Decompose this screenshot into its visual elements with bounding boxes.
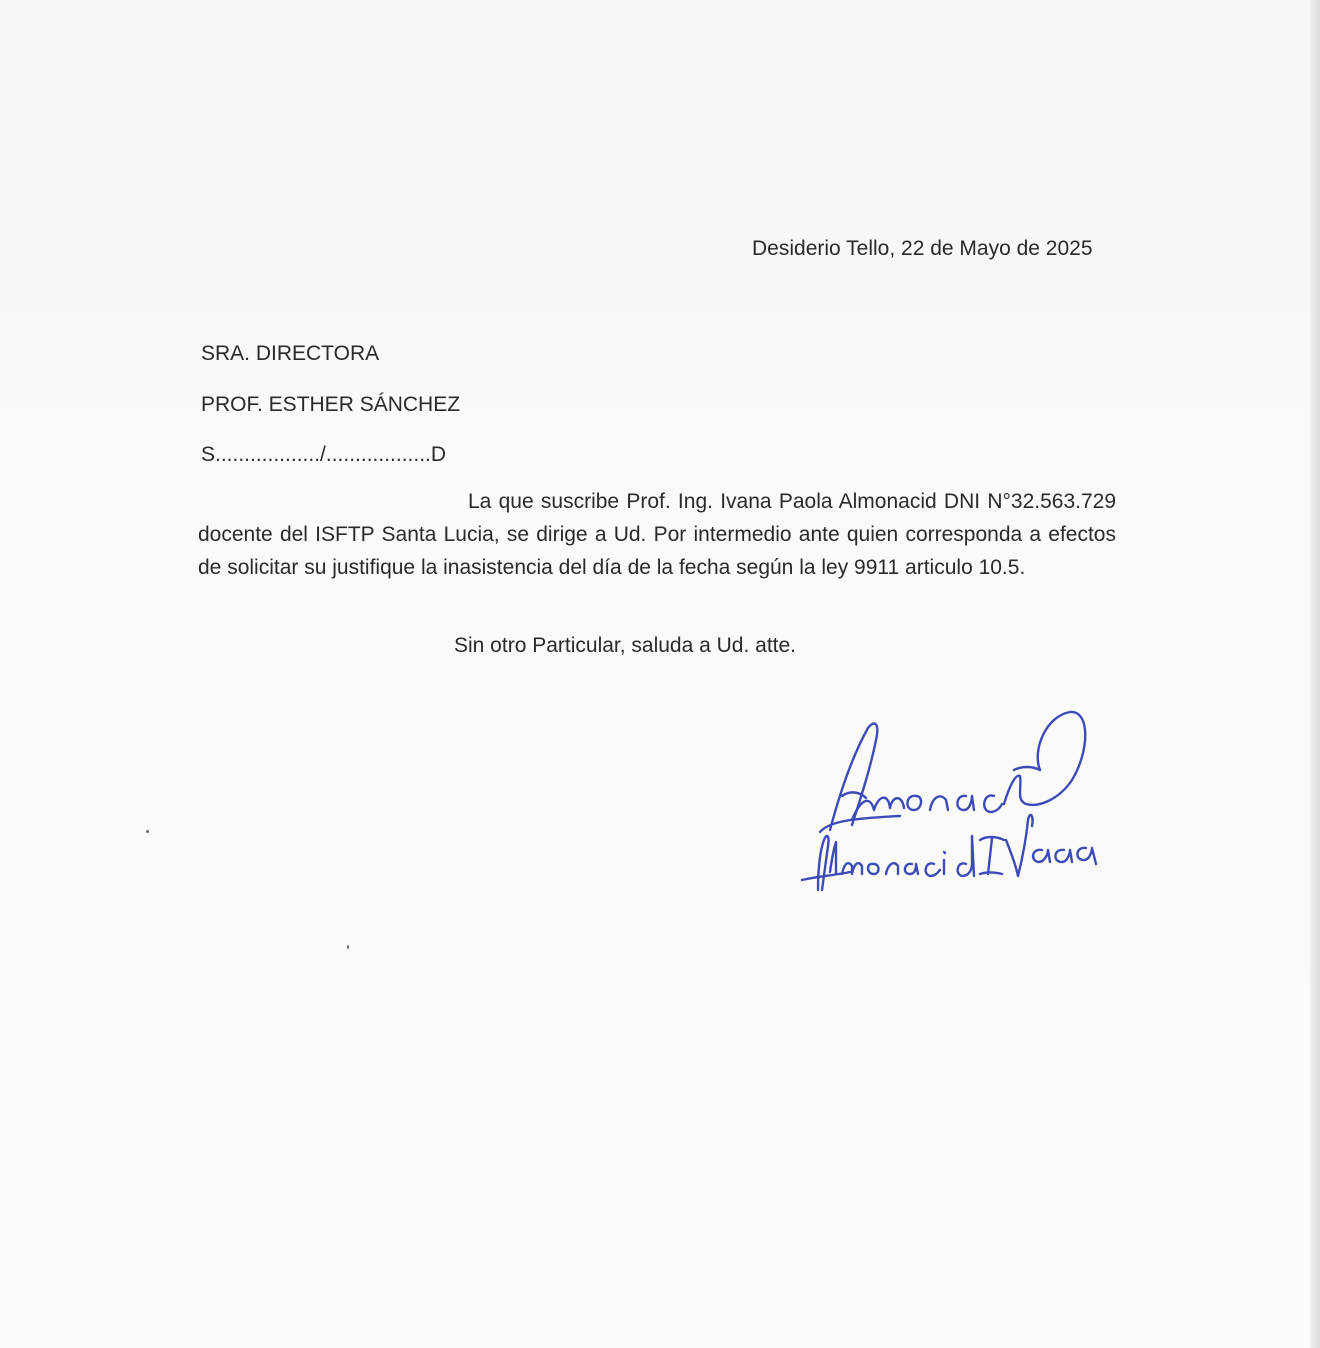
recipient-name: PROF. ESTHER SÁNCHEZ: [201, 393, 461, 416]
letter-body: La que suscribe Prof. Ing. Ivana Paola Almonacid DNI N°32.563.729 docente del ISFTP Santa Lucia, se dirige a Ud. Por intermedio ante quien corresponda a efectos de solicitar su justifique la inasistencia del día de la fecha según la ley 9911 articulo 10.5.: [198, 490, 1116, 579]
signature-ink-strokes: [802, 712, 1096, 890]
paper-speck: [146, 830, 149, 833]
letter-closing: Sin otro Particular, saluda a Ud. atte.: [454, 634, 797, 657]
letter-date-line: Desiderio Tello, 22 de Mayo de 2025: [752, 237, 1093, 260]
handwritten-signature: [790, 700, 1110, 900]
recipient-salutation-abbrev: S................../..................D: [201, 443, 447, 466]
page-edge-shadow: [1310, 0, 1320, 1348]
paper-speck: [347, 945, 349, 949]
recipient-title: SRA. DIRECTORA: [201, 342, 380, 365]
